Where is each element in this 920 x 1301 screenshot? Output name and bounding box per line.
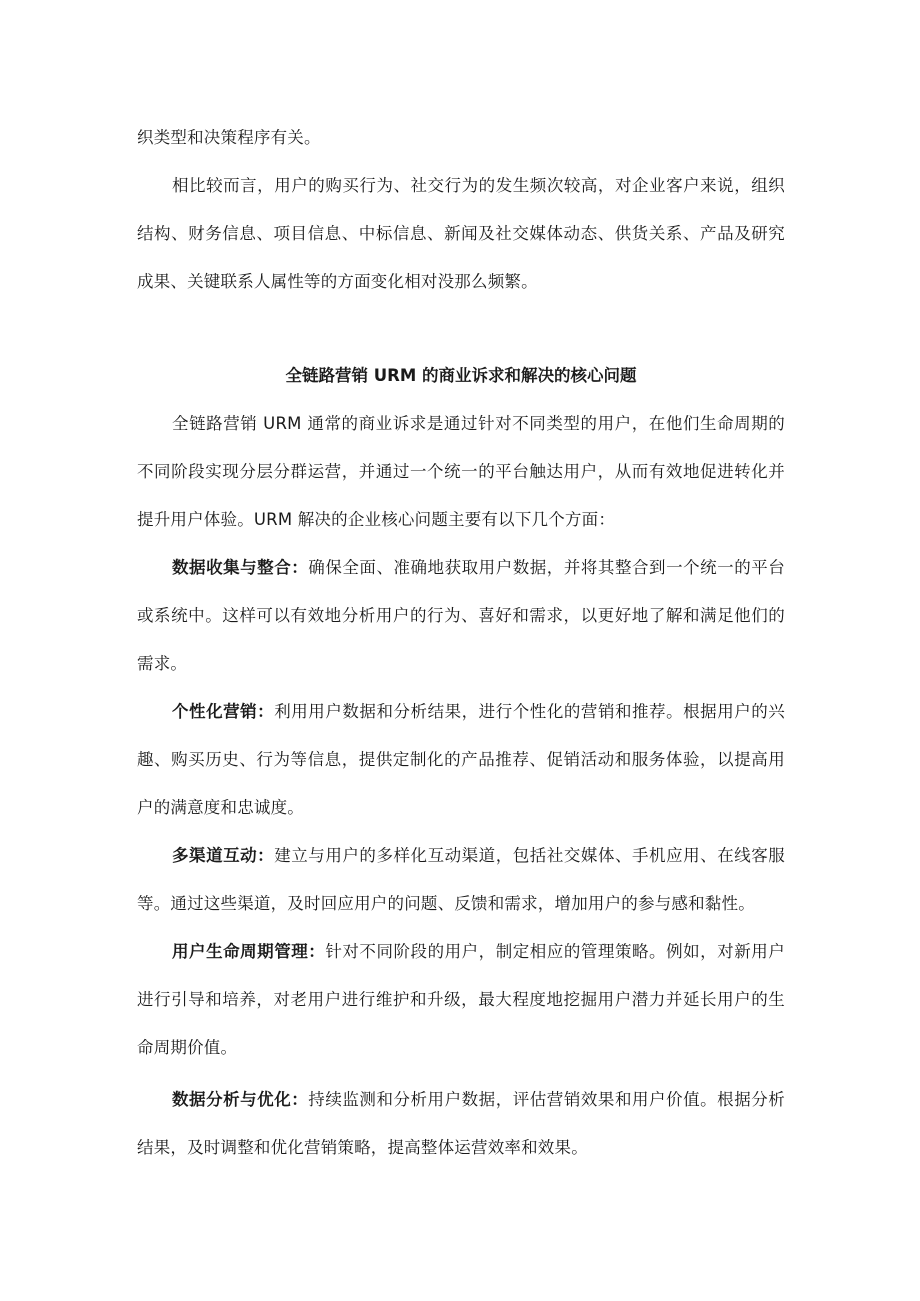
item-title: 多渠道互动： bbox=[172, 846, 275, 865]
item-title: 数据分析与优化： bbox=[172, 1090, 309, 1109]
item-body: 建立与用户的多样化互动渠道，包括社交媒体、手机应用、在线客服等。通过这些渠道，及时回应用户的问题、反馈和需求，增加用户的参与感和黏性。 bbox=[137, 846, 786, 913]
item-paragraph-data-collection bbox=[137, 544, 785, 688]
item-paragraph-personalization bbox=[137, 688, 785, 832]
item-title: 数据收集与整合： bbox=[172, 558, 309, 577]
continuation-paragraph: 织类型和决策程序有关。 bbox=[137, 128, 321, 147]
section-title: 全链路营销 URM 的商业诉求和解决的核心问题 bbox=[285, 366, 637, 385]
body-block-top bbox=[137, 114, 785, 306]
item-body: 持续监测和分析用户数据，评估营销效果和用户价值。根据分析结果，及时调整和优化营销策略，提高整体运营效率和效果。 bbox=[137, 1090, 785, 1157]
item-paragraph-multichannel bbox=[137, 832, 785, 928]
compare-paragraph: 相比较而言，用户的购买行为、社交行为的发生频次较高，对企业客户来说，组织结构、财务信息、项目信息、中标信息、新闻及社交媒体动态、供货关系、产品及研究成果、关键联系人属性等的方面变化相对没那么频繁。 bbox=[137, 176, 785, 291]
item-paragraph-lifecycle bbox=[137, 928, 785, 1072]
intro-paragraph: 全链路营销 URM 通常的商业诉求是通过针对不同类型的用户，在他们生命周期的不同阶段实现分层分群运营，并通过一个统一的平台触达用户，从而有效地促进转化并提升用户体验。URM 解决的企业核心问题主要有以下几个方面： bbox=[137, 414, 785, 529]
item-title: 个性化营销： bbox=[172, 702, 275, 721]
item-body: 针对不同阶段的用户，制定相应的管理策略。例如，对新用户进行引导和培养，对老用户进行维护和升级，最大程度地挖掘用户潜力并延长用户的生命周期价值。 bbox=[137, 942, 785, 1057]
item-paragraph-analytics bbox=[137, 1076, 785, 1172]
item-body: 利用用户数据和分析结果，进行个性化的营销和推荐。根据用户的兴趣、购买历史、行为等信息，提供定制化的产品推荐、促销活动和服务体验，以提高用户的满意度和忠诚度。 bbox=[137, 702, 786, 817]
item-title: 用户生命周期管理： bbox=[172, 942, 326, 961]
item-body: 确保全面、准确地获取用户数据，并将其整合到一个统一的平台或系统中。这样可以有效地分析用户的行为、喜好和需求，以更好地了解和满足他们的需求。 bbox=[137, 558, 785, 673]
body-block-main bbox=[137, 400, 785, 1172]
